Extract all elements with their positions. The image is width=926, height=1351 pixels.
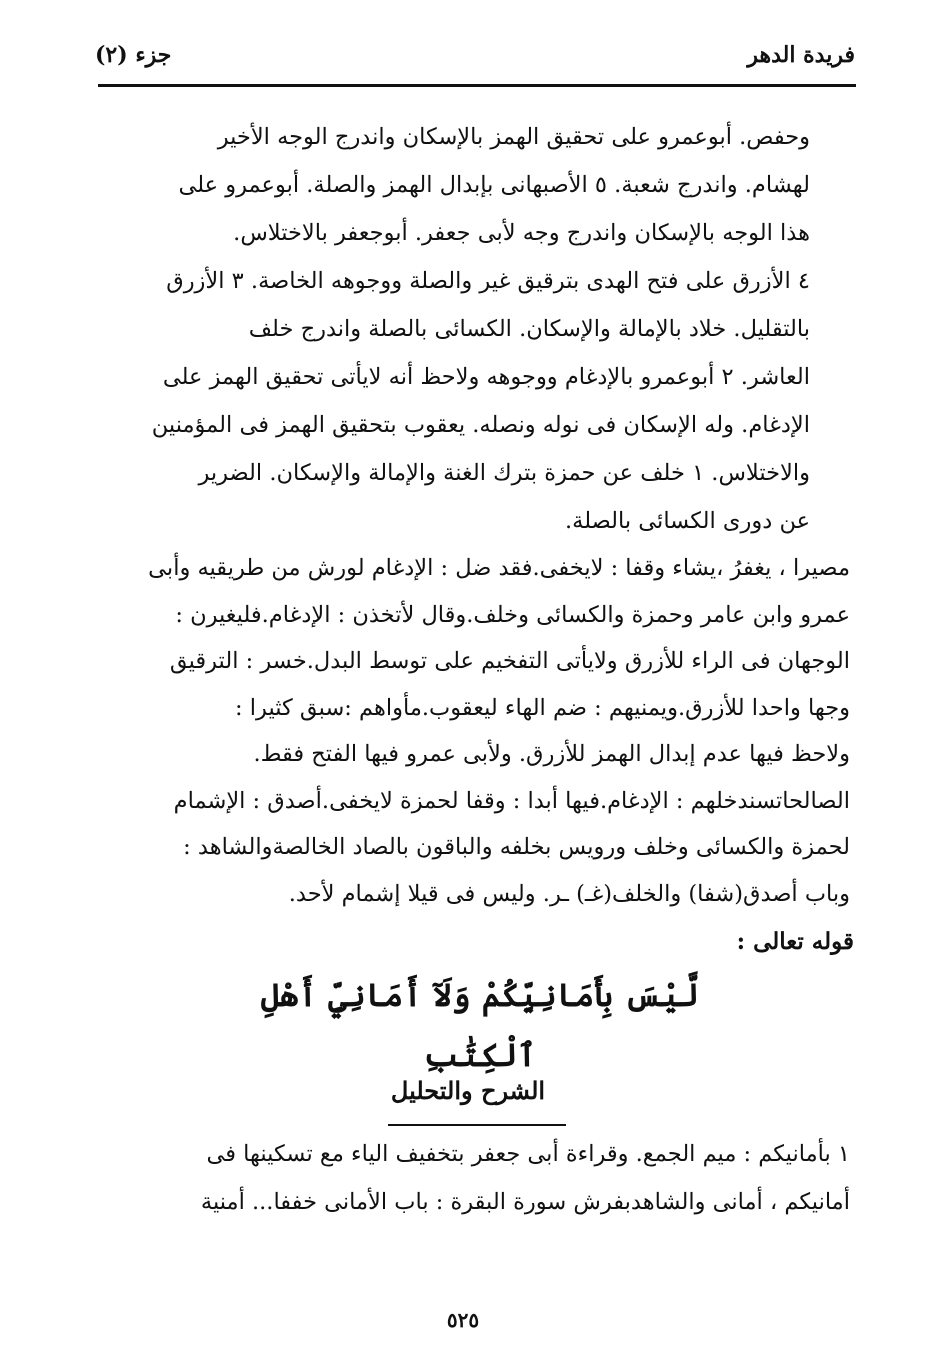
footnote-line: عن دورى الكسائى بالصلة. <box>565 508 810 534</box>
footnote-line: بالتقليل. خلاد بالإمالة والإسكان. الكسائى بالصلة واندرج خلف <box>248 316 810 342</box>
note-line: لحمزة والكسائى وخلف ورويس بخلفه والباقون بالصاد الخالصةوالشاهد : <box>183 834 850 860</box>
header-rule <box>98 84 856 87</box>
footnote-line: وحفص. أبوعمرو على تحقيق الهمز بالإسكان واندرج الوجه الأخير <box>217 124 810 150</box>
footnote-line: هذا الوجه بالإسكان واندرج وجه لأبى جعفر. أبوجعفر بالاختلاس. <box>233 220 810 246</box>
footnote-line: العاشر. ٢ أبوعمرو بالإدغام ووجوهه ولاحظ أنه لايأتى تحقيق الهمز على <box>162 364 810 390</box>
page-header <box>95 38 855 78</box>
section-title: الشرح والتحليل <box>390 1076 546 1105</box>
sharh-block <box>98 1130 850 1226</box>
footnote-line: والاختلاس. ١ خلف عن حمزة بترك الغنة والإمالة والإسكان. الضرير <box>198 460 810 486</box>
note-line: عمرو وابن عامر وحمزة والكسائى وخلف.وقال لأتخذن : الإدغام.فليغيرن : <box>175 601 850 628</box>
book-title: فريدة الدهر <box>747 42 855 68</box>
page-number: ٥٢٥ <box>446 1308 480 1332</box>
note-line: الصالحاتسندخلهم : الإدغام.فيها أبدا : وقفا لحمزة لايخفى.أصدق : الإشمام <box>173 787 850 814</box>
note-line: مصيرا ، يغفرُ ،يشاء وقفا : لايخفى.فقد ضل : الإدغام لورش من طريقيه وأبى <box>148 555 850 581</box>
section-underline <box>388 1124 566 1126</box>
footnote-line: ٤ الأزرق على فتح الهدى بترقيق غير والصلة ووجوهه الخاصة. ٣ الأزرق <box>166 268 810 294</box>
footnote-line: لهشام. واندرج شعبة. ٥ الأصبهانى بإبدال الهمز والصلة. أبوعمرو على <box>178 172 810 198</box>
footnotes-block <box>100 113 810 545</box>
note-line: ولاحظ فيها عدم إبدال الهمز للأزرق. ولأبى عمرو فيها الفتح فقط. <box>253 741 850 767</box>
footnote-line: الإدغام. وله الإسكان فى نوله ونصله. يعقوب بتحقيق الهمز فى المؤمنين <box>151 412 810 438</box>
note-line: وجها واحدا للأزرق.ويمنيهم : ضم الهاء ليعقوب.مأواهم :سبق كثيرا : <box>235 694 850 721</box>
qawl-heading: قوله تعالى : <box>736 928 854 955</box>
note-line: الوجهان فى الراء للأزرق ولايأتى التفخيم على توسط البدل.خسر : الترقيق <box>169 648 850 674</box>
quran-verse: لَّيْسَ بِأَمَانِيِّكُمْ وَلَآ أَمَانِيِّ أَهْلِ ٱلْكِتَٰبِ <box>260 976 700 1074</box>
notes-block <box>98 545 850 917</box>
sharh-line: أمانيكم ، أمانى والشاهدبفرش سورة البقرة : باب الأمانى خففا... أمنية <box>200 1189 850 1215</box>
part-label: جزء (٢) <box>95 42 172 68</box>
sharh-line: ١ بأمانيكم : ميم الجمع. وقراءة أبى جعفر بتخفيف الياء مع تسكينها فى <box>206 1141 850 1167</box>
note-line: وباب أصدق(شفا) والخلف(غـ) ـر. وليس فى قيلا إشمام لأحد. <box>288 880 850 907</box>
